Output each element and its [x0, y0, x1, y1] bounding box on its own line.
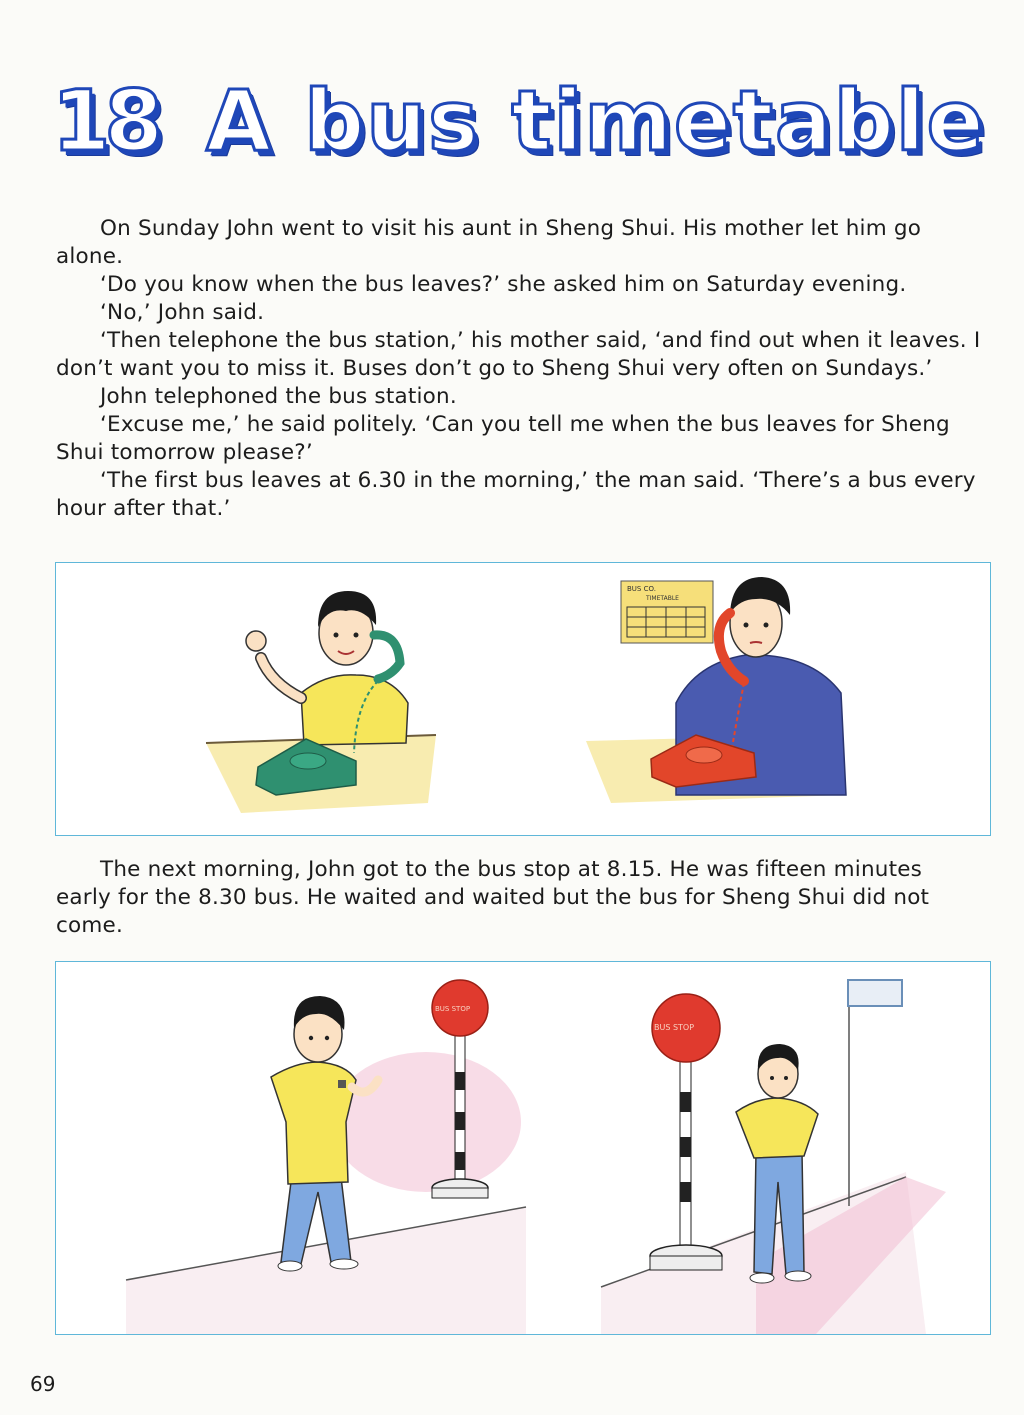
paragraph: ‘Then telephone the bus station,’ his mother said, ‘and find out when it leaves. I don’t want you to miss it. Buses don’t go to Sheng Shui very often on Sundays.’	[56, 328, 981, 381]
john-hand	[246, 631, 266, 651]
phone-call-drawing	[56, 563, 990, 835]
watch	[338, 1080, 346, 1088]
illustration-bus-stop	[55, 961, 991, 1335]
bus-stop-drawing	[56, 962, 990, 1334]
lesson-number: 18	[52, 72, 157, 170]
paragraph: ‘Do you know when the bus leaves?’ she asked him on Saturday evening.	[100, 272, 907, 297]
timetable-sign-line2: TIMETABLE	[646, 595, 679, 602]
paragraph: The next morning, John got to the bus stop at 8.15. He was fifteen minutes early for the 8.30 bus. He waited and waited but the bus for Sheng Shui did not come.	[56, 857, 930, 938]
lesson-title	[52, 72, 992, 172]
paragraph: John telephoned the bus station.	[100, 384, 457, 409]
story-text-bottom	[56, 856, 984, 940]
man-on-phone	[586, 577, 846, 803]
john-on-phone	[206, 591, 436, 813]
paragraph: On Sunday John went to visit his aunt in Sheng Shui. His mother let him go alone.	[56, 216, 922, 269]
paragraph: ‘No,’ John said.	[100, 300, 265, 325]
wall-sign	[848, 980, 902, 1006]
bus-stop-sign-right-text: BUS STOP	[654, 1023, 695, 1032]
john-shirt	[301, 675, 408, 745]
paragraph: ‘The first bus leaves at 6.30 in the morning,’ the man said. ‘There’s a bus every hour after that.’	[56, 468, 976, 521]
john-shirt-right	[736, 1098, 818, 1158]
green-receiver	[374, 635, 400, 679]
lesson-title-text: A bus timetable	[206, 72, 986, 170]
bus-stop-right	[650, 994, 722, 1270]
timetable-sign-line1: BUS CO.	[627, 585, 656, 593]
story-text-top	[56, 215, 984, 523]
page-number: 69	[30, 1372, 56, 1396]
illustration-phone-call	[55, 562, 991, 836]
bus-stop-sign-left-text: BUS STOP	[435, 1005, 471, 1013]
paragraph: ‘Excuse me,’ he said politely. ‘Can you tell me when the bus leaves for Sheng Shui tomorrow please?’	[56, 412, 950, 465]
